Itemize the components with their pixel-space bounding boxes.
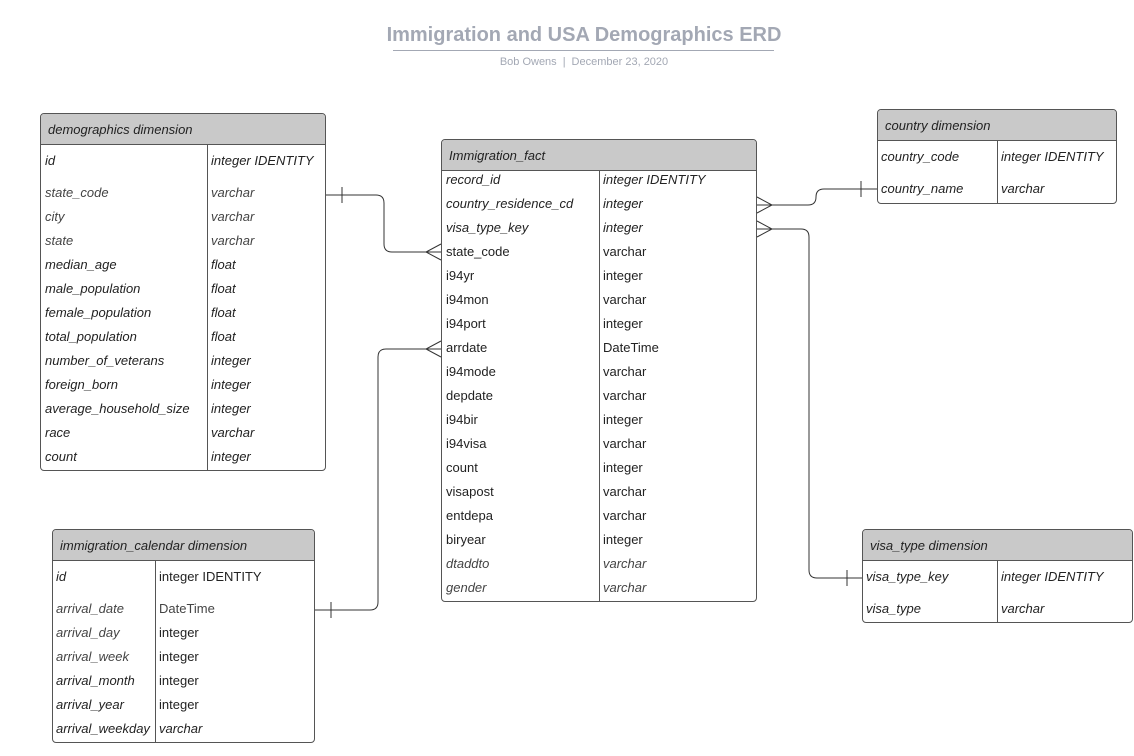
field-name: count xyxy=(446,460,478,475)
field-name: arrival_week xyxy=(56,649,129,664)
field-type: float xyxy=(211,257,236,272)
field-name: arrival_month xyxy=(56,673,135,688)
field-type: varchar xyxy=(211,209,255,224)
entity-header: immigration_calendar dimension xyxy=(53,530,314,561)
field-type: varchar xyxy=(211,425,255,440)
field-type: varchar xyxy=(603,244,647,259)
field-name: dtaddto xyxy=(446,556,490,571)
field-type: varchar xyxy=(603,436,647,451)
field-type: integer xyxy=(211,401,251,416)
field-name: female_population xyxy=(45,305,152,320)
field-type: DateTime xyxy=(603,340,659,355)
rel-calendar xyxy=(315,349,441,610)
field-name: country_code xyxy=(881,149,960,164)
entity-header: demographics dimension xyxy=(41,114,325,145)
field-type: varchar xyxy=(603,364,647,379)
field-type: float xyxy=(211,305,236,320)
field-name: biryear xyxy=(446,532,486,547)
field-name: visa_type xyxy=(866,601,921,616)
field-type: integer IDENTITY xyxy=(211,153,314,168)
field-type: varchar xyxy=(603,556,647,571)
field-type: float xyxy=(211,329,236,344)
field-type: integer xyxy=(603,196,643,211)
field-name: race xyxy=(45,425,71,440)
field-name: arrival_year xyxy=(56,697,124,712)
diagram-date: December 23, 2020 xyxy=(571,56,669,68)
field-name: i94bir xyxy=(446,412,478,427)
field-name: city xyxy=(45,209,65,224)
field-type: integer IDENTITY xyxy=(1001,149,1104,164)
author-name: Bob Owens xyxy=(499,56,557,68)
field-type: float xyxy=(211,281,236,296)
field-name: i94visa xyxy=(446,436,487,451)
field-name: state_code xyxy=(45,185,109,200)
field-name: i94mon xyxy=(446,292,489,307)
field-name: entdepa xyxy=(446,508,493,523)
entity-immigration-calendar[interactable] xyxy=(52,529,315,743)
field-type: integer xyxy=(211,449,251,464)
field-name: arrival_day xyxy=(56,625,120,640)
field-name: foreign_born xyxy=(45,377,118,392)
field-name: country_residence_cd xyxy=(446,196,574,211)
field-type: integer xyxy=(603,460,643,475)
field-type: varchar xyxy=(603,508,647,523)
field-type: varchar xyxy=(1001,601,1045,616)
field-name: i94port xyxy=(446,316,486,331)
field-name: count xyxy=(45,449,77,464)
entity-demographics[interactable] xyxy=(40,113,326,471)
field-name: arrival_weekday xyxy=(56,721,150,736)
field-type: varchar xyxy=(211,185,255,200)
field-name: depdate xyxy=(446,388,493,403)
field-type: integer xyxy=(159,649,199,664)
diagram-title: Immigration and USA Demographics ERD xyxy=(386,24,782,46)
field-name: male_population xyxy=(45,281,141,296)
field-name: i94mode xyxy=(446,364,496,379)
field-type: varchar xyxy=(603,484,647,499)
entity-header: Immigration_fact xyxy=(442,140,756,171)
field-type: integer IDENTITY xyxy=(1001,569,1104,584)
field-type: varchar xyxy=(211,233,255,248)
field-type: varchar xyxy=(603,388,647,403)
field-type: varchar xyxy=(159,721,203,736)
field-name: total_population xyxy=(45,329,137,344)
field-type: integer xyxy=(211,377,251,392)
entity-immigration-fact[interactable] xyxy=(441,139,757,602)
field-name: visa_type_key xyxy=(866,569,949,584)
field-type: integer xyxy=(603,316,643,331)
field-name: number_of_veterans xyxy=(45,353,165,368)
field-name: average_household_size xyxy=(45,401,190,416)
field-name: i94yr xyxy=(446,268,475,283)
entity-header: visa_type dimension xyxy=(863,530,1132,561)
field-name: country_name xyxy=(881,181,964,196)
field-name: visapost xyxy=(446,484,494,499)
field-type: varchar xyxy=(603,580,647,595)
rel-country xyxy=(757,189,877,205)
entity-country[interactable] xyxy=(877,109,1117,204)
field-name: state_code xyxy=(446,244,510,259)
field-type: integer xyxy=(159,625,199,640)
field-type: integer IDENTITY xyxy=(603,172,706,187)
rel-visa-type xyxy=(757,229,862,578)
field-type: DateTime xyxy=(159,601,215,616)
field-name: record_id xyxy=(446,172,501,187)
field-name: arrdate xyxy=(446,340,488,355)
field-type: integer xyxy=(211,353,251,368)
field-type: integer xyxy=(159,673,199,688)
field-type: integer xyxy=(603,268,643,283)
field-type: varchar xyxy=(603,292,647,307)
field-name: gender xyxy=(446,580,487,595)
field-name: state xyxy=(45,233,74,248)
field-type: integer xyxy=(159,697,199,712)
field-name: arrival_date xyxy=(56,601,124,616)
field-name: visa_type_key xyxy=(446,220,529,235)
field-name: id xyxy=(45,153,56,168)
field-type: integer xyxy=(603,532,643,547)
field-name: median_age xyxy=(45,257,117,272)
field-type: integer IDENTITY xyxy=(159,569,262,584)
field-type: varchar xyxy=(1001,181,1045,196)
field-name: id xyxy=(56,569,67,584)
field-type: integer xyxy=(603,220,643,235)
entity-visa-type[interactable] xyxy=(862,529,1133,623)
subtitle-separator: | xyxy=(562,56,566,68)
entity-header: country dimension xyxy=(878,110,1116,141)
rel-demographics-state-code xyxy=(326,195,441,252)
field-type: integer xyxy=(603,412,643,427)
